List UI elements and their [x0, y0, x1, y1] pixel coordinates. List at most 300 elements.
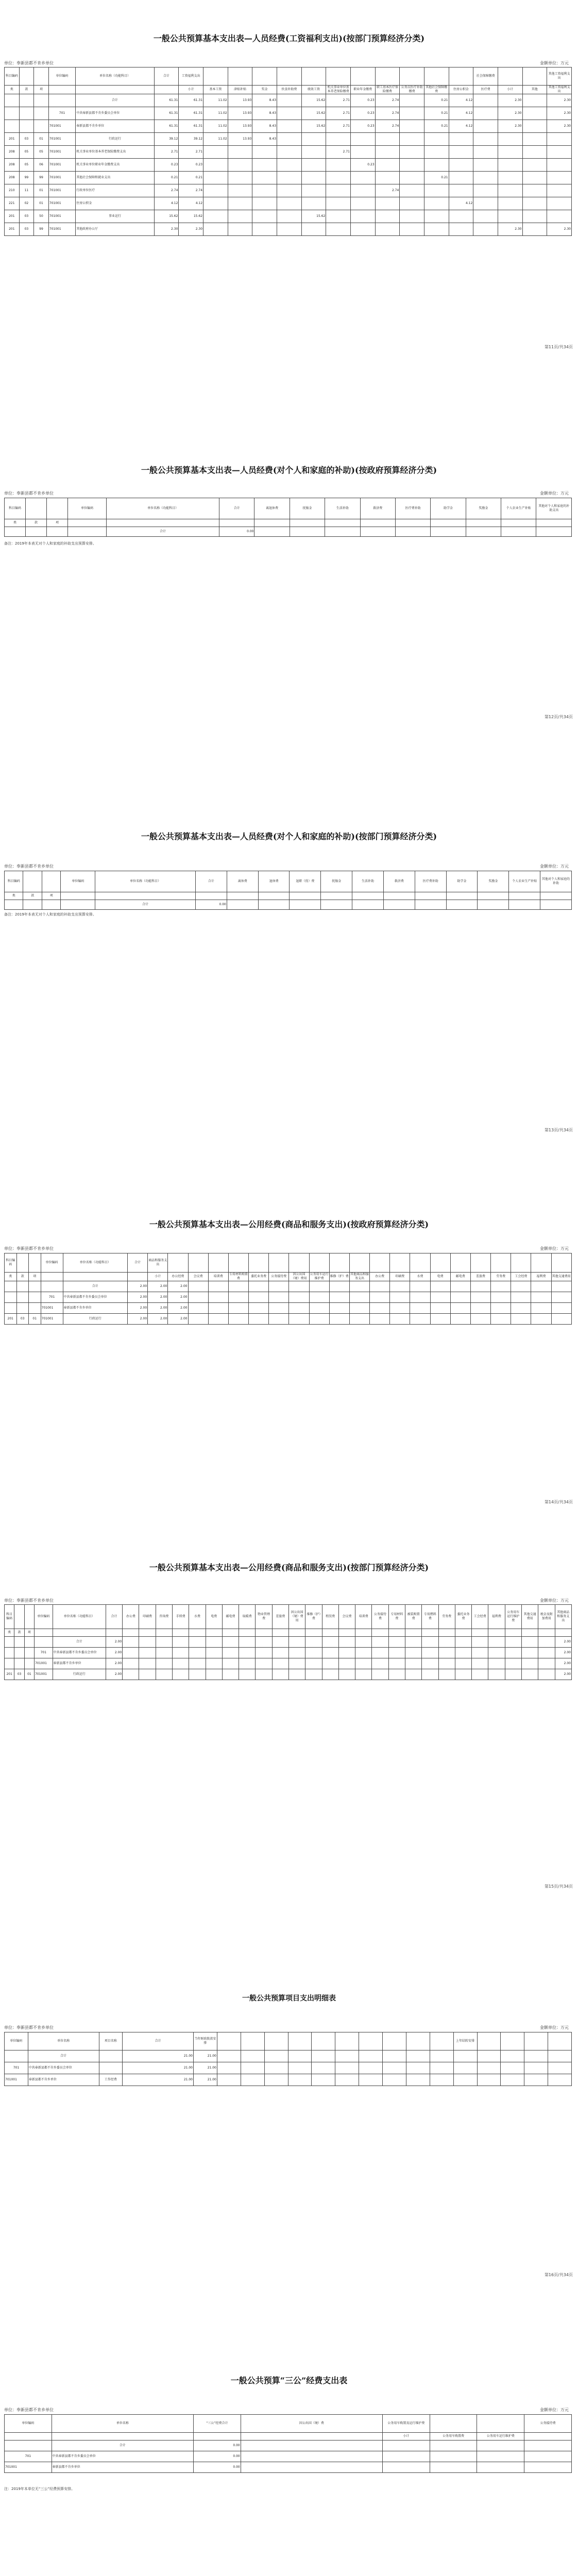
column-subheader — [360, 519, 395, 527]
table-cell: 701 — [41, 1292, 63, 1303]
column-header — [524, 2032, 548, 2050]
table-cell — [301, 184, 326, 197]
table-cell — [272, 1669, 288, 1680]
table-cell — [372, 1637, 388, 1648]
table-cell: 2.00 — [168, 1281, 188, 1292]
table-cell — [5, 1637, 14, 1648]
table-cell — [531, 1281, 551, 1292]
table-cell — [5, 107, 20, 120]
header-row — [5, 1605, 572, 1629]
column-header — [383, 2032, 406, 2050]
unit-label: 单位：奉新县都不肯乡单位 — [4, 1598, 54, 1603]
table-row — [5, 133, 572, 146]
table-cell — [34, 107, 49, 120]
table-cell — [305, 1648, 322, 1658]
table-row — [5, 146, 572, 159]
table-cell — [305, 1658, 322, 1669]
table-row — [5, 172, 572, 184]
column-header: 会议费 — [338, 1605, 355, 1629]
table-cell: 13.93 — [228, 133, 252, 146]
table-cell — [524, 2062, 548, 2074]
column-header — [168, 1253, 188, 1273]
table-cell — [208, 1281, 228, 1292]
table-cell: 39.12 — [179, 133, 203, 146]
table-row — [5, 184, 572, 197]
table-cell: 201 — [5, 1314, 17, 1325]
table-cell — [322, 1658, 338, 1669]
table-cell — [68, 527, 107, 537]
column-header — [228, 1253, 248, 1273]
table-cell — [289, 1648, 305, 1658]
column-header: 物业管理费 — [256, 1605, 272, 1629]
table-cell — [349, 1314, 369, 1325]
column-subheader — [222, 1629, 239, 1637]
table-cell — [455, 1637, 471, 1648]
table-cell: 05 — [34, 146, 49, 159]
table-cell — [478, 900, 509, 910]
table-cell — [430, 2462, 477, 2473]
table-cell — [322, 1637, 338, 1648]
column-subheader: 类 — [5, 1273, 17, 1281]
column-header — [498, 67, 522, 86]
table-cell: 行政运行 — [76, 133, 155, 146]
table-cell — [47, 527, 68, 537]
table-cell: 15.62 — [301, 210, 326, 223]
column-subheader: 委托业务费 — [249, 1273, 269, 1281]
table-cell — [14, 1658, 24, 1669]
table-cell: 11.02 — [203, 120, 228, 133]
table-cell — [203, 223, 228, 236]
column-header — [29, 1253, 41, 1273]
table-cell: 15.62 — [301, 120, 326, 133]
table-cell — [400, 133, 424, 146]
table-cell — [505, 1658, 521, 1669]
column-header — [264, 2032, 288, 2050]
column-header — [23, 871, 42, 892]
table-cell — [406, 2050, 430, 2062]
unit-label: 单位：奉新县都不肯乡单位 — [4, 2408, 54, 2412]
table-cell — [239, 1669, 256, 1680]
table-cell: 0.21 — [424, 172, 449, 184]
table-cell — [449, 223, 473, 236]
table-cell — [349, 1303, 369, 1314]
column-header — [14, 1605, 24, 1629]
column-subheader — [76, 86, 155, 94]
column-header: 抚恤金 — [321, 871, 352, 892]
table-cell — [349, 1292, 369, 1303]
column-subheader: 款 — [19, 86, 34, 94]
table-cell: 0.00 — [219, 527, 254, 537]
table-cell — [410, 1292, 430, 1303]
column-subheader: 小计 — [498, 86, 522, 94]
table-row — [5, 120, 572, 133]
column-header: 咨询费 — [156, 1605, 172, 1629]
column-subheader: 项 — [24, 1629, 34, 1637]
column-subheader — [478, 892, 509, 900]
table-cell — [383, 2462, 430, 2473]
table-cell — [488, 1637, 505, 1648]
table-cell — [498, 210, 522, 223]
table-row — [5, 223, 572, 236]
table-cell — [430, 1281, 450, 1292]
table-cell — [173, 1658, 189, 1669]
table-cell — [424, 184, 449, 197]
column-subheader — [455, 1629, 471, 1637]
table-cell — [217, 2074, 241, 2086]
table-cell — [189, 1658, 206, 1669]
table-cell — [524, 2451, 572, 2462]
column-header — [309, 1253, 329, 1273]
column-header: 其他对个人和家庭的补助支出 — [536, 498, 572, 519]
table-cell — [410, 1281, 430, 1292]
table-cell — [326, 223, 351, 236]
table-cell — [488, 1658, 505, 1669]
column-subheader — [505, 1629, 521, 1637]
table-cell — [301, 159, 326, 172]
unit-label: 单位：奉新县都不肯乡单位 — [4, 864, 54, 869]
column-subheader: 其他交通费用 — [551, 1273, 571, 1281]
column-header — [501, 2032, 524, 2050]
table-cell — [505, 1637, 521, 1648]
table-cell — [35, 1637, 53, 1648]
column-header: 其他交通费用 — [521, 1605, 538, 1629]
table-cell — [359, 2062, 383, 2074]
column-header: 个人农业生产补贴 — [509, 871, 540, 892]
column-header: 其他对个人和家庭的补助 — [540, 871, 572, 892]
table-cell — [470, 1303, 490, 1314]
table-cell — [355, 1637, 372, 1648]
table-cell — [256, 1669, 272, 1680]
column-subheader: 基本工资 — [203, 86, 228, 94]
table-cell — [322, 1669, 338, 1680]
table-cell — [277, 197, 302, 210]
column-subheader — [521, 1629, 538, 1637]
table-cell — [5, 1281, 17, 1292]
table-cell — [405, 1648, 421, 1658]
column-header — [406, 2032, 430, 2050]
column-header — [188, 1253, 208, 1273]
column-header: 单位编码 — [5, 2415, 52, 2433]
table-cell — [5, 527, 26, 537]
column-subheader: 会议费 — [188, 1273, 208, 1281]
column-header — [252, 67, 277, 86]
column-header — [477, 2032, 501, 2050]
table-cell — [189, 1669, 206, 1680]
table-cell — [491, 1303, 511, 1314]
column-header: 合计 — [106, 1605, 122, 1629]
column-header — [548, 2032, 572, 2050]
table-cell — [301, 223, 326, 236]
table-cell — [305, 1637, 322, 1648]
table-cell: 0.23 — [350, 94, 375, 107]
column-header: 助学金 — [446, 871, 478, 892]
table-cell — [227, 900, 258, 910]
budget-table — [4, 498, 572, 537]
column-subheader: 公务用车运行维护费 — [310, 1273, 329, 1280]
table-cell: 05 — [19, 146, 34, 159]
table-cell — [252, 197, 277, 210]
table-cell — [477, 2050, 501, 2062]
table-cell — [269, 1292, 289, 1303]
table-cell — [472, 1648, 488, 1658]
column-header — [241, 2032, 264, 2050]
table-note: 备注：2019年本表无对个人和家庭的补助支出预算安排。 — [4, 541, 96, 546]
amount-unit: 金额单位：万元 — [540, 2025, 569, 2030]
table-cell: 21.00 — [123, 2074, 194, 2086]
column-header — [375, 67, 400, 86]
column-subheader — [139, 1629, 156, 1637]
table-cell — [400, 223, 424, 236]
table-cell — [470, 1281, 490, 1292]
sheet-1 — [0, 0, 578, 407]
column-subheader: 办公费 — [370, 1273, 390, 1281]
table-cell — [188, 1281, 208, 1292]
table-cell — [388, 1669, 405, 1680]
table-cell — [498, 197, 522, 210]
table-cell — [406, 2062, 430, 2074]
table-cell — [329, 1303, 349, 1314]
column-subheader — [289, 1629, 305, 1637]
column-header: 单位名称（功能科目） — [95, 871, 196, 892]
table-cell — [505, 1648, 521, 1658]
column-subheader — [194, 2433, 241, 2441]
table-cell — [415, 900, 446, 910]
column-header — [269, 1253, 289, 1273]
unit-label: 单位：奉新县都不肯乡单位 — [4, 491, 54, 496]
column-subheader: 津贴补贴 — [228, 86, 252, 94]
column-subheader — [372, 1629, 388, 1637]
table-cell — [449, 159, 473, 172]
column-header — [34, 67, 49, 86]
table-cell: 4.12 — [179, 197, 203, 210]
page-number: 第16页/共34页 — [544, 2273, 573, 2277]
column-header: 奖励金 — [466, 498, 501, 519]
table-cell: 4.12 — [449, 107, 473, 120]
table-cell — [335, 2074, 359, 2086]
table-cell — [375, 146, 400, 159]
table-cell: 21.00 — [194, 2062, 217, 2074]
column-subheader — [355, 1629, 372, 1637]
table-cell: 0.00 — [194, 2441, 241, 2451]
table-cell — [511, 1292, 531, 1303]
page-number: 第15页/共34页 — [544, 1884, 573, 1889]
table-cell — [400, 94, 424, 107]
column-header — [42, 871, 60, 892]
table-cell — [350, 197, 375, 210]
table-cell — [547, 146, 572, 159]
column-header: 被装购置费 — [405, 1605, 421, 1629]
column-header — [430, 2032, 453, 2050]
column-subheader — [305, 1629, 322, 1637]
table-cell — [375, 172, 400, 184]
table-cell: 2.30 — [547, 223, 572, 236]
table-cell — [156, 1637, 172, 1648]
column-header: 差旅费 — [272, 1605, 288, 1629]
table-cell: 2.30 — [498, 120, 522, 133]
table-cell — [326, 197, 351, 210]
table-cell — [406, 2074, 430, 2086]
table-cell — [370, 1292, 390, 1303]
table-cell — [430, 2074, 453, 2086]
table-cell: 奉新县都不肯乡单位 — [76, 120, 155, 133]
table-cell — [326, 210, 351, 223]
page-title: 一般公共预算基本支出表—公用经费(商品和服务支出)(按政府预算经济分类) — [149, 1219, 429, 1229]
column-header: 单位编码 — [48, 67, 75, 86]
table-cell — [99, 2062, 123, 2074]
table-row — [5, 2062, 572, 2074]
table-cell — [277, 159, 302, 172]
table-cell: 合计 — [28, 2050, 99, 2062]
column-subheader: 培训费 — [208, 1273, 228, 1281]
table-cell — [290, 527, 325, 537]
column-header — [335, 2032, 359, 2050]
column-header: 公务接待费 — [524, 2415, 572, 2433]
column-header — [370, 1253, 390, 1273]
table-cell — [390, 1292, 410, 1303]
table-row — [5, 1637, 572, 1648]
table-cell — [422, 1648, 438, 1658]
table-cell — [301, 197, 326, 210]
column-subheader — [422, 1629, 438, 1637]
table-cell — [289, 1303, 309, 1314]
table-cell — [173, 1637, 189, 1648]
table-cell — [477, 2062, 501, 2074]
table-cell: 2.00 — [148, 1303, 168, 1314]
column-header: 福利费 — [488, 1605, 505, 1629]
header-row — [5, 1253, 572, 1273]
column-subheader — [555, 1629, 571, 1637]
table-cell — [370, 1314, 390, 1325]
table-cell — [5, 1303, 17, 1314]
table-cell — [289, 1658, 305, 1669]
column-subheader — [536, 519, 572, 527]
table-cell — [325, 527, 360, 537]
table-cell: 61.31 — [179, 107, 203, 120]
table-cell — [269, 1314, 289, 1325]
column-header — [350, 67, 375, 86]
table-cell — [524, 2462, 572, 2473]
table-cell — [156, 1648, 172, 1658]
table-cell: 0.21 — [179, 172, 203, 184]
table-cell: 701001 — [48, 210, 75, 223]
table-cell — [309, 1314, 329, 1325]
table-cell — [470, 1314, 490, 1325]
table-cell: 21.00 — [123, 2050, 194, 2062]
table-cell: 01 — [24, 1669, 34, 1680]
table-cell — [359, 2074, 383, 2086]
table-cell — [228, 197, 252, 210]
column-subheader: 奖金 — [252, 86, 277, 94]
column-subheader: 款 — [26, 519, 47, 527]
table-row — [5, 94, 572, 107]
column-subheader — [290, 892, 321, 900]
column-subheader: 公务接待费 — [269, 1273, 289, 1281]
table-row — [5, 1669, 572, 1680]
table-cell — [290, 900, 321, 910]
column-subheader: 项 — [42, 892, 60, 900]
column-subheader — [325, 519, 360, 527]
column-header: 水费 — [189, 1605, 206, 1629]
table-cell — [472, 1658, 488, 1669]
table-note: 注：2019年本单位无“三公”经费预算安排。 — [4, 2487, 75, 2491]
table-cell: 99 — [34, 172, 49, 184]
table-cell — [522, 172, 547, 184]
column-subheader: 款 — [14, 1629, 24, 1637]
page-title: 一般公共预算基本支出表—人员经费(对个人和家庭的补助)(按政府预算经济分类) — [141, 465, 437, 475]
column-header: 租赁费 — [322, 1605, 338, 1629]
table-cell: 2.00 — [106, 1648, 122, 1658]
column-subheader: 其他工资福利支出 — [547, 86, 572, 94]
column-subheader — [196, 892, 227, 900]
page-number: 第12页/共34页 — [544, 715, 573, 719]
column-subheader: 邮电费 — [450, 1273, 470, 1281]
table-cell — [309, 1292, 329, 1303]
table-cell — [156, 1658, 172, 1669]
table-cell — [99, 2050, 123, 2062]
table-cell — [203, 159, 228, 172]
table-cell — [422, 1669, 438, 1680]
table-cell — [375, 133, 400, 146]
column-header: 社会保障缴费 — [473, 67, 498, 86]
table-cell: 39.12 — [154, 133, 179, 146]
table-cell — [349, 1281, 369, 1292]
table-cell — [360, 527, 395, 537]
table-cell — [29, 1281, 41, 1292]
table-cell: 03 — [19, 133, 34, 146]
table-cell: 13.93 — [228, 107, 252, 120]
column-header — [410, 1253, 430, 1273]
table-cell: 03 — [14, 1669, 24, 1680]
column-header: 取暖费 — [239, 1605, 256, 1629]
table-cell — [473, 120, 498, 133]
table-row — [5, 197, 572, 210]
table-cell: 奉新县都不肯乡单位 — [53, 1658, 106, 1669]
table-cell — [375, 159, 400, 172]
column-subheader — [219, 519, 254, 527]
column-header: 工资福利支出 — [179, 67, 203, 86]
column-header — [522, 67, 547, 86]
table-row — [5, 1648, 572, 1658]
table-cell: 701001 — [48, 120, 75, 133]
table-cell — [531, 1314, 551, 1325]
budget-table — [4, 2414, 572, 2473]
table-cell — [400, 210, 424, 223]
column-subheader — [501, 519, 536, 527]
table-cell — [277, 146, 302, 159]
table-cell — [453, 2062, 477, 2074]
column-header — [288, 2032, 312, 2050]
table-cell — [540, 900, 572, 910]
table-cell — [547, 133, 572, 146]
column-subheader: 维修（护）费 — [329, 1273, 349, 1281]
table-cell: 2.00 — [168, 1303, 188, 1314]
column-subheader — [127, 1273, 147, 1281]
table-cell: 15.62 — [301, 94, 326, 107]
table-cell — [538, 1648, 555, 1658]
table-cell: 11.02 — [203, 94, 228, 107]
table-row — [5, 1281, 572, 1292]
column-header: 科目编码 — [5, 1605, 14, 1629]
table-cell — [29, 1292, 41, 1303]
table-cell: 合计 — [53, 1637, 106, 1648]
table-cell — [355, 1648, 372, 1658]
table-cell: 0.21 — [424, 94, 449, 107]
table-cell — [228, 1314, 248, 1325]
table-cell: 11.02 — [203, 107, 228, 120]
column-header: 单位编码 — [68, 498, 107, 519]
table-cell — [173, 1669, 189, 1680]
table-cell: 2.74 — [375, 94, 400, 107]
